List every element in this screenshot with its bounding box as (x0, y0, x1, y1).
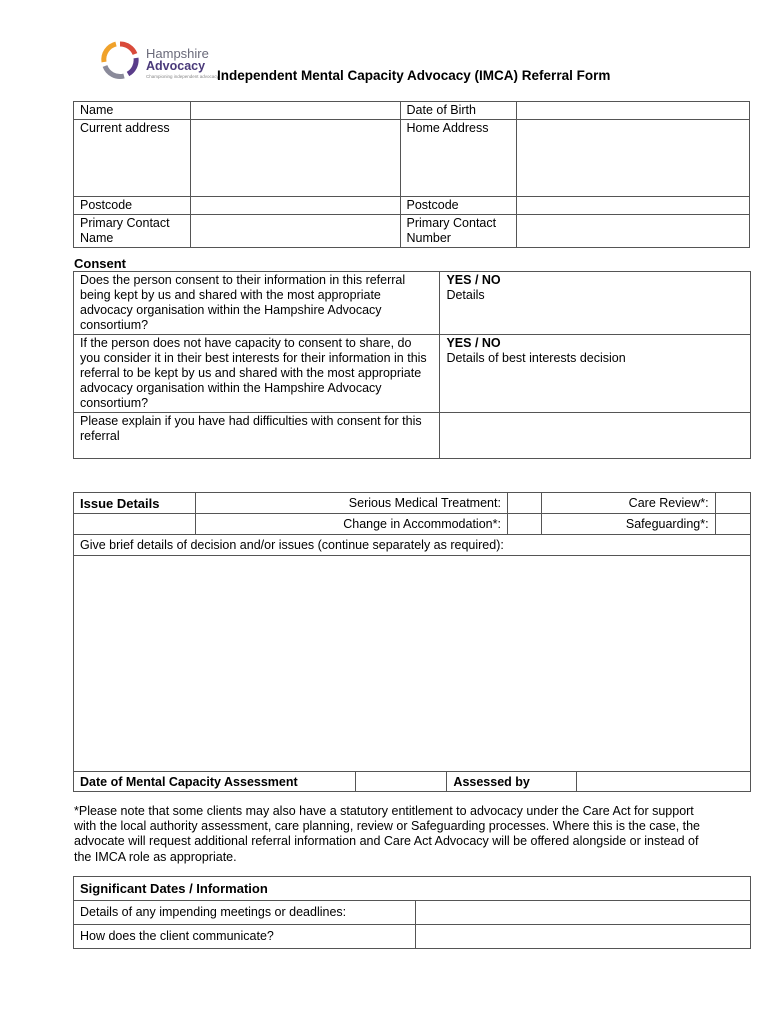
assessed-by-field[interactable] (577, 772, 751, 792)
consent-q1-answer[interactable]: YES / NO (446, 273, 501, 287)
dob-input[interactable] (523, 103, 743, 117)
postcode-field[interactable] (190, 197, 400, 215)
current-address-label: Current address (74, 120, 191, 197)
change-accommodation-label: Change in Accommodation*: (196, 514, 508, 535)
logo-tagline: Championing independent advocacy (146, 74, 219, 79)
primary-contact-number-label: Primary Contact Number (400, 215, 517, 248)
consent-q3-input[interactable] (446, 414, 744, 456)
consent-table (73, 271, 751, 459)
consent-q1-answer-cell[interactable] (440, 272, 751, 335)
communicate-input[interactable] (422, 926, 744, 940)
page-title: Independent Mental Capacity Advocacy (IMCA) Referral Form (217, 68, 611, 83)
logo-line2: Advocacy (146, 59, 206, 73)
safeguarding-checkbox[interactable] (715, 514, 750, 535)
current-address-input[interactable] (197, 121, 394, 193)
consent-q2-answer-cell[interactable] (440, 335, 751, 413)
meetings-field[interactable] (415, 901, 750, 925)
date-assessment-input[interactable] (362, 773, 441, 787)
consent-q3: Please explain if you have had difficulties with consent for this referral (74, 413, 440, 459)
date-assessment-label: Date of Mental Capacity Assessment (74, 772, 356, 792)
brief-details-input[interactable] (80, 557, 744, 767)
assessed-by-input[interactable] (583, 773, 744, 787)
issue-heading: Issue Details (74, 493, 196, 514)
primary-contact-name-input[interactable] (197, 216, 394, 230)
care-review-checkbox[interactable] (715, 493, 750, 514)
consent-q2: If the person does not have capacity to consent to share, do you consider it in their best interests for their information in this referral to be kept by us and shared with the most appropriate advocacy organisation within the Hampshire Advocacy consortium? (74, 335, 440, 413)
meetings-label: Details of any impending meetings or deadlines: (74, 901, 416, 925)
communicate-label: How does the client communicate? (74, 925, 416, 949)
care-act-note: *Please note that some clients may also have a statutory entitlement to advocacy under the Care Act for support with the local authority assessment, care planning, review or Safeguarding processes. Where this is the case, the advocate will request additional referral information and Care Act Advocacy will be offered alongside or instead of the IMCA role as appropriate. (74, 804, 701, 864)
personal-details-table (73, 101, 750, 248)
postcode-input[interactable] (197, 198, 394, 212)
primary-contact-number-input[interactable] (523, 216, 743, 230)
home-address-input[interactable] (523, 121, 743, 193)
current-address-field[interactable] (190, 120, 400, 197)
logo-line1: Hampshire (146, 46, 209, 61)
brief-details-field[interactable] (74, 556, 751, 772)
issue-details-table (73, 492, 751, 772)
issue-heading-blank (74, 514, 196, 535)
care-review-label: Care Review*: (541, 493, 715, 514)
postcode2-label: Postcode (400, 197, 517, 215)
logo-ring-icon (100, 40, 140, 80)
safeguarding-label: Safeguarding*: (541, 514, 715, 535)
consent-q2-answer[interactable]: YES / NO (446, 336, 501, 350)
consent-q3-field[interactable] (440, 413, 751, 459)
brief-details-label: Give brief details of decision and/or issues (continue separately as required): (74, 535, 751, 556)
meetings-input[interactable] (422, 902, 744, 916)
assessment-table (73, 771, 751, 792)
postcode2-input[interactable] (523, 198, 743, 212)
home-address-label: Home Address (400, 120, 517, 197)
home-address-field[interactable] (517, 120, 750, 197)
serious-medical-checkbox[interactable] (507, 493, 541, 514)
assessed-by-label: Assessed by (447, 772, 577, 792)
consent-q2-details: Details of best interests decision (446, 351, 626, 365)
change-accommodation-checkbox[interactable] (507, 514, 541, 535)
consent-heading: Consent (74, 256, 126, 271)
significant-heading: Significant Dates / Information (74, 877, 751, 901)
date-assessment-field[interactable] (355, 772, 447, 792)
dob-field[interactable] (517, 102, 750, 120)
primary-contact-name-label: Primary Contact Name (74, 215, 191, 248)
serious-medical-label: Serious Medical Treatment: (196, 493, 508, 514)
consent-q1: Does the person consent to their information in this referral being kept by us and shared with the most appropriate advocacy organisation within the Hampshire Advocacy consortium? (74, 272, 440, 335)
primary-contact-number-field[interactable] (517, 215, 750, 248)
dob-label: Date of Birth (400, 102, 517, 120)
postcode2-field[interactable] (517, 197, 750, 215)
communicate-field[interactable] (415, 925, 750, 949)
logo (100, 40, 220, 82)
significant-table (73, 876, 751, 949)
name-input[interactable] (197, 103, 394, 117)
name-field[interactable] (190, 102, 400, 120)
primary-contact-name-field[interactable] (190, 215, 400, 248)
name-label: Name (74, 102, 191, 120)
postcode-label: Postcode (74, 197, 191, 215)
consent-q1-details: Details (446, 288, 485, 302)
